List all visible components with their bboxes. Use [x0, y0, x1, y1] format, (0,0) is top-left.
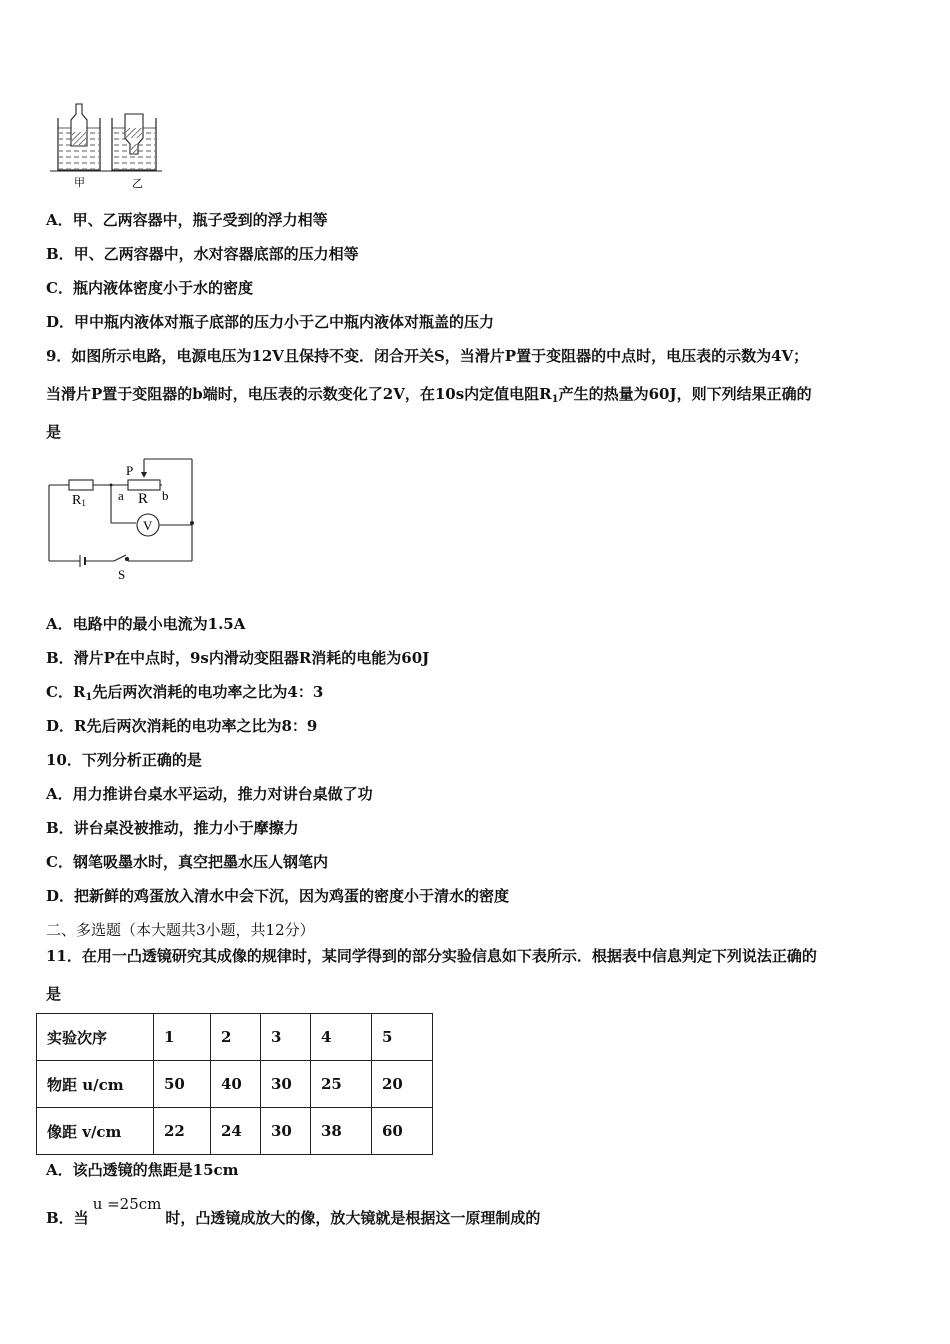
formula-u: u =25cm [92, 1195, 162, 1213]
q9-stem-line1: 9．如图所示电路，电源电压为12V且保持不变．闭合开关S，当滑片P置于变阻器的中点时，电压表的示数为4V； [46, 347, 809, 365]
table-cell: 24 [211, 1108, 261, 1155]
table-cell: 40 [211, 1061, 261, 1108]
experiment-table [36, 1013, 433, 1155]
label-yi: 乙 [132, 178, 143, 190]
q11-option-a: A．该凸透镜的焦距是15cm [46, 1161, 239, 1179]
label-r1: R1 [72, 493, 86, 508]
q10-option-b: B．讲台桌没被推动，推力小于摩擦力 [46, 819, 299, 837]
section-2-heading: 二、多选题（本大题共3小题，共12分） [46, 921, 315, 939]
q9-stem-line2: 当滑片P置于变阻器的b端时，电压表的示数变化了2V，在10s内定值电阻$R_1$产生的热量为60J，则下列结果正确的 [46, 385, 812, 405]
label-s: S [118, 567, 126, 582]
label-p: P [126, 463, 134, 478]
table-cell: 30 [261, 1108, 311, 1155]
q9-option-c: C．$R_1$先后两次消耗的电功率之比为4：3 [46, 683, 324, 703]
q8-option-a: A．甲、乙两容器中，瓶子受到的浮力相等 [46, 211, 328, 229]
circuit-diagram [44, 455, 204, 585]
q9-stem-line3: 是 [46, 423, 62, 441]
table-cell: 5 [372, 1014, 433, 1061]
q8-option-d: D．甲中瓶内液体对瓶子底部的压力小于乙中瓶内液体对瓶盖的压力 [46, 313, 495, 331]
label-r: R [138, 491, 149, 507]
q10-option-d: D．把新鲜的鸡蛋放入清水中会下沉，因为鸡蛋的密度小于清水的密度 [46, 887, 510, 905]
q11-stem-line1: 11．在用一凸透镜研究其成像的规律时，某同学得到的部分实验信息如下表所示．根据表中信息判定下列说法正确的 [46, 947, 817, 965]
table-cell: 像距 v/cm [37, 1108, 154, 1155]
bottle-containers-figure [50, 100, 170, 192]
table-cell: 物距 u/cm [37, 1061, 154, 1108]
q10-title: 10．下列分析正确的是 [46, 751, 202, 769]
q11-option-b: B．当u =25cm时，凸透镜成放大的像，放大镜就是根据这一原理制成的 [46, 1195, 541, 1227]
q9-option-b: B．滑片P在中点时，9s内滑动变阻器R消耗的电能为60J [46, 649, 430, 667]
q8-option-b: B．甲、乙两容器中，水对容器底部的压力相等 [46, 245, 359, 263]
resistor-r1 [69, 480, 93, 490]
table-cell: 20 [372, 1061, 433, 1108]
table-cell: 2 [211, 1014, 261, 1061]
q10-option-c: C．钢笔吸墨水时，真空把墨水压人钢笔内 [46, 853, 328, 871]
table-row [37, 1061, 433, 1108]
q11-stem-line2: 是 [46, 985, 62, 1003]
table-cell: 38 [311, 1108, 372, 1155]
label-b: b [162, 488, 169, 503]
q9-option-a: A．电路中的最小电流为1.5A [46, 615, 246, 633]
table-cell: 60 [372, 1108, 433, 1155]
table-cell: 3 [261, 1014, 311, 1061]
switch-s [114, 555, 126, 561]
label-v: V [143, 518, 153, 533]
q10-option-a: A．用力推讲台桌水平运动，推力对讲台桌做了功 [46, 785, 373, 803]
table-cell: 实验次序 [37, 1014, 154, 1061]
table-cell: 4 [311, 1014, 372, 1061]
table-cell: 50 [154, 1061, 211, 1108]
table-cell: 1 [154, 1014, 211, 1061]
container-jia [58, 104, 100, 170]
table-row [37, 1108, 433, 1155]
table-cell: 30 [261, 1061, 311, 1108]
table-row [37, 1014, 433, 1061]
label-a: a [118, 488, 124, 503]
table-cell: 22 [154, 1108, 211, 1155]
container-yi [112, 114, 156, 170]
q8-option-c: C．瓶内液体密度小于水的密度 [46, 279, 253, 297]
table-cell: 25 [311, 1061, 372, 1108]
q9-option-d: D．R先后两次消耗的电功率之比为8：9 [46, 717, 318, 735]
label-jia: 甲 [74, 177, 85, 189]
rheostat-r [128, 480, 160, 490]
